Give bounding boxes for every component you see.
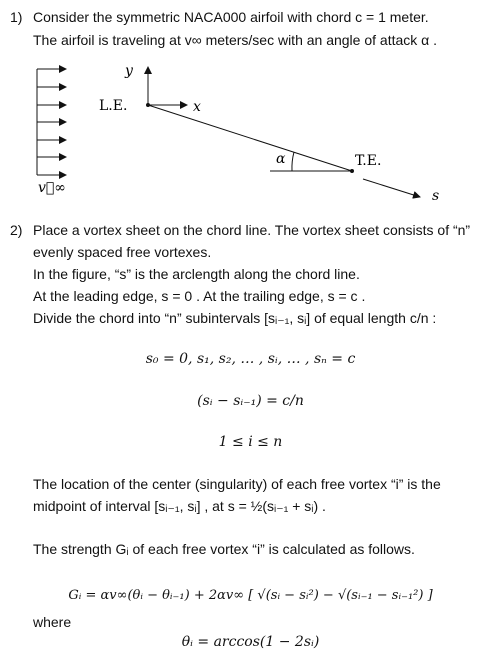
item2-number: 2)	[10, 222, 23, 238]
item2-line3: In the figure, “s” is the arclength along the chord line.	[33, 266, 360, 282]
alpha-label: α	[276, 151, 286, 167]
airfoil-figure	[0, 55, 501, 205]
item2-line4: At the leading edge, s = 0 . At the trailing edge, s = c .	[33, 288, 366, 304]
item1-number: 1)	[10, 9, 23, 25]
s-arrow	[363, 179, 420, 197]
equation-theta: θᵢ = arccos(1 − 2sᵢ)	[181, 634, 320, 650]
velocity-label: v⃗∞	[38, 180, 66, 196]
equation-strength: Gᵢ = αv∞(θᵢ − θᵢ₋₁) + 2αv∞ [ √(sᵢ − sᵢ²) − √(sᵢ₋₁ − sᵢ₋₁²) ]	[68, 588, 433, 603]
location-line2: midpoint of interval [sᵢ₋₁, sᵢ] , at s = ½(sᵢ₋₁ + sᵢ) .	[33, 498, 326, 514]
location-line1: The location of the center (singularity) of each free vortex “i” is the	[33, 476, 441, 492]
leading-edge-label: L.E.	[99, 98, 128, 114]
trailing-edge-label: T.E.	[355, 153, 382, 169]
chord-line	[148, 105, 352, 171]
where-label: where	[33, 614, 72, 630]
equation-partition: s₀ = 0, s₁, s₂, … , sᵢ, … , sₙ = c	[145, 351, 356, 367]
s-label: s	[432, 188, 440, 204]
alpha-arc	[292, 152, 294, 171]
equation-interval-length: (sᵢ − sᵢ₋₁) = c/n	[197, 393, 304, 409]
y-axis-label: y	[125, 63, 133, 79]
item2-line1: Place a vortex sheet on the chord line. The vortex sheet consists of “n”	[33, 222, 471, 238]
item2-line5: Divide the chord into “n” subintervals [sᵢ₋₁, sᵢ] of equal length c/n :	[33, 310, 437, 326]
strength-line: The strength Gᵢ of each free vortex “i” is calculated as follows.	[33, 541, 415, 557]
item2-line2: evenly spaced free vortexes.	[33, 244, 212, 260]
freestream-arrows	[37, 69, 66, 175]
item1-line2: The airfoil is traveling at v∞ meters/sec with an angle of attack α .	[33, 32, 438, 48]
equation-index-range: 1 ≤ i ≤ n	[218, 434, 283, 450]
x-axis-label: x	[193, 99, 201, 115]
item1-line1: Consider the symmetric NACA000 airfoil with chord c = 1 meter.	[33, 9, 429, 25]
